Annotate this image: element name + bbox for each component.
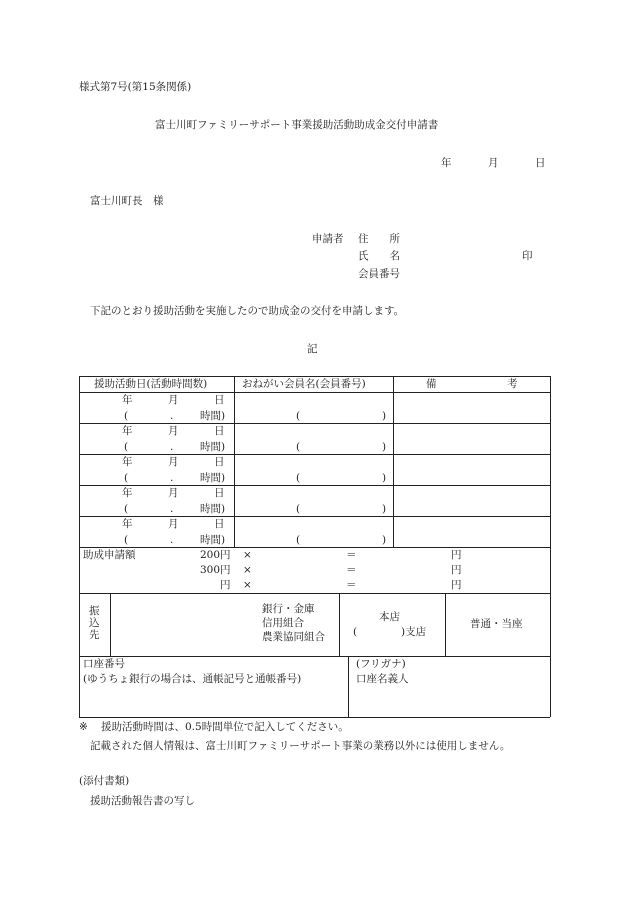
row-member-close: ) — [382, 534, 387, 546]
row-paren-open: ( — [124, 472, 129, 484]
row-day: 日 — [214, 425, 225, 437]
row-day: 日 — [214, 456, 225, 468]
head-office-label: 本店 — [379, 611, 400, 623]
row-year: 年 — [122, 487, 133, 499]
transfer-label-2: 込 — [89, 617, 100, 629]
attachment-item: 援助活動報告書の写し — [90, 795, 195, 807]
amount-label: 助成申請額 — [83, 549, 136, 561]
row-member-open: ( — [296, 534, 301, 546]
amount-rate: 円 — [220, 579, 231, 591]
row-month: 月 — [168, 487, 179, 499]
row-member-open: ( — [296, 441, 301, 453]
bank-type-agri-coop: 農業協同組合 — [262, 631, 325, 643]
row-hours: 時間) — [200, 441, 226, 453]
header-note-2: 考 — [507, 378, 518, 390]
date-year-label: 年 — [441, 157, 452, 169]
account-holder-label: 口座名義人 — [356, 673, 409, 685]
row-hours: 時間) — [200, 472, 226, 484]
amount-rate: 300円 — [200, 564, 231, 576]
row-month: 月 — [168, 518, 179, 530]
bank-type-credit-union: 信用組合 — [262, 617, 304, 629]
row-dot: . — [170, 441, 174, 453]
amount-yen: 円 — [451, 564, 462, 576]
row-day: 日 — [214, 518, 225, 530]
row-month: 月 — [168, 394, 179, 406]
row-member-close: ) — [382, 503, 387, 515]
row-day: 日 — [214, 394, 225, 406]
row-member-open: ( — [296, 503, 301, 515]
row-paren-open: ( — [124, 534, 129, 546]
header-member-name: おねがい会員名(会員番号) — [242, 378, 366, 390]
row-member-open: ( — [296, 472, 301, 484]
row-dot: . — [170, 503, 174, 515]
row-month: 月 — [168, 425, 179, 437]
member-number-label: 会員番号 — [358, 268, 400, 280]
row-member-open: ( — [296, 410, 301, 422]
row-member-close: ) — [382, 472, 387, 484]
amount-times: × — [243, 549, 252, 561]
intro-text: 下記のとおり援助活動を実施したので助成金の交付を申請します。 — [90, 305, 405, 317]
amount-yen: 円 — [451, 579, 462, 591]
note-mark: ※ — [79, 721, 88, 733]
row-member-close: ) — [382, 441, 387, 453]
row-paren-open: ( — [124, 441, 129, 453]
account-number-label: 口座番号 — [83, 658, 125, 670]
row-dot: . — [170, 534, 174, 546]
amount-times: × — [243, 579, 252, 591]
seal-mark: 印 — [522, 250, 533, 262]
date-day-label: 日 — [535, 157, 546, 169]
amount-yen: 円 — [451, 549, 462, 561]
transfer-label-3: 先 — [89, 629, 100, 641]
form-number: 様式第7号(第15条関係) — [79, 81, 192, 93]
row-year: 年 — [122, 394, 133, 406]
bank-type-bank: 銀行・金庫 — [262, 603, 315, 615]
row-hours: 時間) — [200, 410, 226, 422]
row-paren-open: ( — [124, 410, 129, 422]
row-paren-open: ( — [124, 503, 129, 515]
page-title: 富士川町ファミリーサポート事業援助活動助成金交付申請書 — [155, 119, 439, 131]
row-hours: 時間) — [200, 503, 226, 515]
branch-paren-open: ( — [353, 626, 358, 638]
date-month-label: 月 — [488, 157, 499, 169]
addressee: 富士川町長 様 — [90, 195, 164, 207]
note-line-1: 援助活動時間は、0.5時間単位で記入してください。 — [101, 721, 349, 733]
header-activity-date: 援助活動日(活動時間数) — [94, 378, 208, 390]
amount-equals: ＝ — [346, 549, 357, 561]
address-label: 住 所 — [358, 233, 400, 245]
furigana-label: (フリガナ) — [356, 658, 406, 670]
row-year: 年 — [122, 456, 133, 468]
row-month: 月 — [168, 456, 179, 468]
row-member-close: ) — [382, 410, 387, 422]
amount-equals: ＝ — [346, 579, 357, 591]
amount-equals: ＝ — [346, 564, 357, 576]
branch-label: )支店 — [401, 626, 427, 638]
header-note-1: 備 — [426, 378, 437, 390]
name-label: 氏 名 — [358, 250, 400, 262]
row-year: 年 — [122, 518, 133, 530]
row-dot: . — [170, 472, 174, 484]
amount-times: × — [243, 564, 252, 576]
note-line-2: 記載された個人情報は、富士川町ファミリーサポート事業の業務以外には使用しません。 — [90, 740, 511, 752]
transfer-label-1: 振 — [89, 605, 100, 617]
amount-rate: 200円 — [200, 549, 231, 561]
attachments-heading: (添付書類) — [79, 775, 130, 787]
row-day: 日 — [214, 487, 225, 499]
account-type-options: 普通・当座 — [470, 618, 523, 630]
row-hours: 時間) — [200, 534, 226, 546]
applicant-label: 申請者 — [312, 233, 344, 245]
account-number-note: (ゆうちょ銀行の場合は、通帳記号と通帳番号) — [83, 673, 302, 685]
ki-heading: 記 — [307, 343, 318, 355]
row-dot: . — [170, 410, 174, 422]
row-year: 年 — [122, 425, 133, 437]
